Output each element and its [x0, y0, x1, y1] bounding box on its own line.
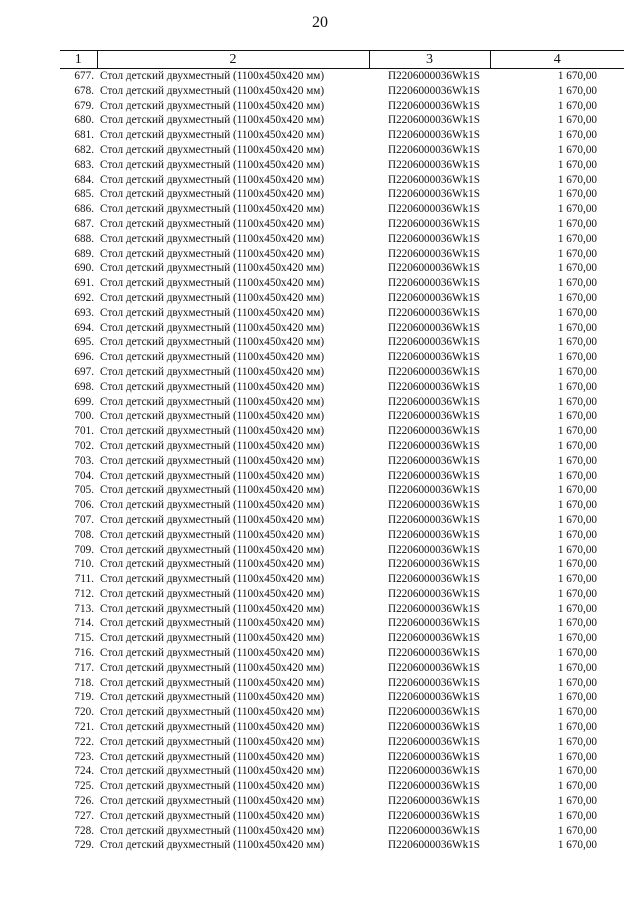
item-price: 1 670,00 [557, 543, 597, 556]
item-name: Стол детский двухместный (1100x450x420 мм) [100, 306, 325, 319]
row-number: 688. [74, 232, 94, 245]
column-header-4: 4 [490, 51, 624, 69]
table-row [60, 113, 624, 128]
row-number: 706. [74, 499, 94, 512]
inventory-code: П2206000036Wk1S [388, 395, 480, 408]
item-name: Стол детский двухместный (1100x450x420 мм) [100, 795, 325, 808]
column-header-1: 1 [60, 51, 97, 69]
inventory-code: П2206000036Wk1S [388, 587, 480, 600]
item-name: Стол детский двухместный (1100x450x420 мм) [100, 129, 325, 142]
row-number: 702. [74, 439, 94, 452]
table-row [60, 99, 624, 114]
row-number: 720. [74, 706, 94, 719]
row-number: 678. [74, 84, 94, 97]
row-number: 689. [74, 247, 94, 260]
row-number: 716. [74, 647, 94, 660]
item-name: Стол детский двухместный (1100x450x420 мм) [100, 780, 325, 793]
item-name: Стол детский двухместный (1100x450x420 мм) [100, 291, 325, 304]
item-price: 1 670,00 [557, 691, 597, 704]
table-row [60, 646, 624, 661]
item-price: 1 670,00 [557, 765, 597, 778]
item-name: Стол детский двухместный (1100x450x420 мм) [100, 721, 325, 734]
item-name: Стол детский двухместный (1100x450x420 мм) [100, 661, 325, 674]
row-number: 705. [74, 484, 94, 497]
header-row [60, 51, 624, 69]
inventory-code: П2206000036Wk1S [388, 99, 480, 112]
table-header [60, 51, 624, 69]
row-number: 697. [74, 365, 94, 378]
item-price: 1 670,00 [557, 173, 597, 186]
item-price: 1 670,00 [557, 824, 597, 837]
inventory-code: П2206000036Wk1S [388, 262, 480, 275]
item-name: Стол детский двухместный (1100x450x420 мм) [100, 676, 325, 689]
table-row [60, 128, 624, 143]
row-number: 728. [74, 824, 94, 837]
item-name: Стол детский двухместный (1100x450x420 мм) [100, 647, 325, 660]
row-number: 690. [74, 262, 94, 275]
item-price: 1 670,00 [557, 84, 597, 97]
table-row [60, 794, 624, 809]
item-price: 1 670,00 [557, 499, 597, 512]
table-row [60, 513, 624, 528]
row-number: 701. [74, 425, 94, 438]
row-number: 693. [74, 306, 94, 319]
table-row [60, 439, 624, 454]
item-name: Стол детский двухместный (1100x450x420 мм) [100, 543, 325, 556]
row-number: 714. [74, 617, 94, 630]
page-number: 20 [312, 14, 328, 31]
item-price: 1 670,00 [557, 143, 597, 156]
item-name: Стол детский двухместный (1100x450x420 мм) [100, 513, 325, 526]
inventory-code: П2206000036Wk1S [388, 380, 480, 393]
inventory-code: П2206000036Wk1S [388, 735, 480, 748]
inventory-code: П2206000036Wk1S [388, 647, 480, 660]
table-row [60, 557, 624, 572]
inventory-code: П2206000036Wk1S [388, 721, 480, 734]
item-price: 1 670,00 [557, 528, 597, 541]
table-row [60, 306, 624, 321]
item-name: Стол детский двухместный (1100x450x420 мм) [100, 247, 325, 260]
row-number: 699. [74, 395, 94, 408]
table-row [60, 261, 624, 276]
inventory-code: П2206000036Wk1S [388, 84, 480, 97]
column-header-3: 3 [369, 51, 490, 69]
row-number: 682. [74, 143, 94, 156]
inventory-code: П2206000036Wk1S [388, 661, 480, 674]
table-row [60, 158, 624, 173]
item-price: 1 670,00 [557, 99, 597, 112]
item-name: Стол детский двухместный (1100x450x420 мм) [100, 824, 325, 837]
inventory-code: П2206000036Wk1S [388, 291, 480, 304]
inventory-code: П2206000036Wk1S [388, 203, 480, 216]
row-number: 725. [74, 780, 94, 793]
row-number: 691. [74, 277, 94, 290]
inventory-table [60, 50, 624, 853]
inventory-code: П2206000036Wk1S [388, 824, 480, 837]
table-row [60, 824, 624, 839]
inventory-code: П2206000036Wk1S [388, 351, 480, 364]
row-number: 717. [74, 661, 94, 674]
table-row [60, 779, 624, 794]
table-row [60, 720, 624, 735]
item-name: Стол детский двухместный (1100x450x420 мм) [100, 217, 325, 230]
inventory-code: П2206000036Wk1S [388, 410, 480, 423]
item-price: 1 670,00 [557, 306, 597, 319]
inventory-code: П2206000036Wk1S [388, 439, 480, 452]
item-price: 1 670,00 [557, 661, 597, 674]
row-number: 707. [74, 513, 94, 526]
row-number: 677. [74, 70, 94, 82]
item-price: 1 670,00 [557, 780, 597, 793]
table-row [60, 587, 624, 602]
inventory-code: П2206000036Wk1S [388, 336, 480, 349]
table-row [60, 350, 624, 365]
row-number: 719. [74, 691, 94, 704]
item-price: 1 670,00 [557, 839, 597, 852]
row-number: 687. [74, 217, 94, 230]
inventory-code: П2206000036Wk1S [388, 765, 480, 778]
inventory-code: П2206000036Wk1S [388, 158, 480, 171]
item-price: 1 670,00 [557, 454, 597, 467]
item-price: 1 670,00 [557, 558, 597, 571]
row-number: 686. [74, 203, 94, 216]
inventory-code: П2206000036Wk1S [388, 321, 480, 334]
item-price: 1 670,00 [557, 351, 597, 364]
inventory-code: П2206000036Wk1S [388, 306, 480, 319]
row-number: 711. [74, 573, 94, 586]
item-name: Стол детский двухместный (1100x450x420 мм) [100, 173, 325, 186]
table-row [60, 217, 624, 232]
item-name: Стол детский двухместный (1100x450x420 мм) [100, 84, 325, 97]
item-name: Стол детский двухместный (1100x450x420 мм) [100, 351, 325, 364]
table-row [60, 690, 624, 705]
row-number: 698. [74, 380, 94, 393]
inventory-code: П2206000036Wk1S [388, 232, 480, 245]
inventory-code: П2206000036Wk1S [388, 365, 480, 378]
table-row [60, 84, 624, 99]
inventory-code: П2206000036Wk1S [388, 573, 480, 586]
table-row [60, 335, 624, 350]
item-name: Стол детский двухместный (1100x450x420 мм) [100, 114, 325, 127]
row-number: 695. [74, 336, 94, 349]
table-row [60, 676, 624, 691]
item-price: 1 670,00 [557, 425, 597, 438]
item-price: 1 670,00 [557, 809, 597, 822]
table-row [60, 395, 624, 410]
inventory-code: П2206000036Wk1S [388, 277, 480, 290]
item-name: Стол детский двухместный (1100x450x420 мм) [100, 365, 325, 378]
item-name: Стол детский двухместный (1100x450x420 мм) [100, 765, 325, 778]
table-row [60, 380, 624, 395]
item-price: 1 670,00 [557, 410, 597, 423]
table-row [60, 247, 624, 262]
item-name: Стол детский двухместный (1100x450x420 мм) [100, 277, 325, 290]
item-price: 1 670,00 [557, 203, 597, 216]
inventory-code: П2206000036Wk1S [388, 632, 480, 645]
item-name: Стол детский двухместный (1100x450x420 мм) [100, 499, 325, 512]
inventory-code: П2206000036Wk1S [388, 247, 480, 260]
item-price: 1 670,00 [557, 587, 597, 600]
inventory-code: П2206000036Wk1S [388, 173, 480, 186]
item-price: 1 670,00 [557, 721, 597, 734]
inventory-code: П2206000036Wk1S [388, 528, 480, 541]
inventory-code: П2206000036Wk1S [388, 839, 480, 852]
item-price: 1 670,00 [557, 617, 597, 630]
row-number: 680. [74, 114, 94, 127]
inventory-code: П2206000036Wk1S [388, 780, 480, 793]
inventory-code: П2206000036Wk1S [388, 558, 480, 571]
item-price: 1 670,00 [557, 158, 597, 171]
row-number: 718. [74, 676, 94, 689]
item-name: Стол детский двухместный (1100x450x420 мм) [100, 454, 325, 467]
item-price: 1 670,00 [557, 114, 597, 127]
table-row [60, 454, 624, 469]
item-name: Стол детский двухместный (1100x450x420 мм) [100, 395, 325, 408]
table-body [60, 69, 624, 854]
item-name: Стол детский двухместный (1100x450x420 мм) [100, 750, 325, 763]
table-row [60, 764, 624, 779]
table-row [60, 838, 624, 853]
table-row [60, 187, 624, 202]
row-number: 684. [74, 173, 94, 186]
row-number: 710. [74, 558, 94, 571]
item-name: Стол детский двухместный (1100x450x420 мм) [100, 573, 325, 586]
item-name: Стол детский двухместный (1100x450x420 мм) [100, 602, 325, 615]
row-number: 679. [74, 99, 94, 112]
inventory-code: П2206000036Wk1S [388, 691, 480, 704]
item-price: 1 670,00 [557, 469, 597, 482]
inventory-code: П2206000036Wk1S [388, 676, 480, 689]
item-name: Стол детский двухместный (1100x450x420 мм) [100, 321, 325, 334]
item-name: Стол детский двухместный (1100x450x420 мм) [100, 691, 325, 704]
item-price: 1 670,00 [557, 795, 597, 808]
inventory-code: П2206000036Wk1S [388, 795, 480, 808]
table-row [60, 543, 624, 558]
item-name: Стол детский двухместный (1100x450x420 мм) [100, 336, 325, 349]
item-price: 1 670,00 [557, 247, 597, 260]
table-row [60, 705, 624, 720]
table-row [60, 69, 624, 84]
item-name: Стол детский двухместный (1100x450x420 мм) [100, 439, 325, 452]
item-price: 1 670,00 [557, 706, 597, 719]
row-number: 708. [74, 528, 94, 541]
item-name: Стол детский двухместный (1100x450x420 мм) [100, 380, 325, 393]
row-number: 681. [74, 129, 94, 142]
item-price: 1 670,00 [557, 439, 597, 452]
item-price: 1 670,00 [557, 647, 597, 660]
inventory-code: П2206000036Wk1S [388, 425, 480, 438]
item-price: 1 670,00 [557, 291, 597, 304]
item-name: Стол детский двухместный (1100x450x420 мм) [100, 735, 325, 748]
item-price: 1 670,00 [557, 232, 597, 245]
inventory-code: П2206000036Wk1S [388, 454, 480, 467]
item-name: Стол детский двухместный (1100x450x420 мм) [100, 587, 325, 600]
table-row [60, 602, 624, 617]
item-price: 1 670,00 [557, 573, 597, 586]
table-row [60, 809, 624, 824]
item-price: 1 670,00 [557, 380, 597, 393]
inventory-code: П2206000036Wk1S [388, 217, 480, 230]
item-price: 1 670,00 [557, 129, 597, 142]
table-row [60, 528, 624, 543]
table-row [60, 498, 624, 513]
row-number: 726. [74, 795, 94, 808]
row-number: 685. [74, 188, 94, 201]
row-number: 724. [74, 765, 94, 778]
inventory-code: П2206000036Wk1S [388, 513, 480, 526]
inventory-code: П2206000036Wk1S [388, 114, 480, 127]
item-name: Стол детский двухместный (1100x450x420 мм) [100, 632, 325, 645]
inventory-code: П2206000036Wk1S [388, 469, 480, 482]
row-number: 722. [74, 735, 94, 748]
item-name: Стол детский двухместный (1100x450x420 мм) [100, 203, 325, 216]
item-price: 1 670,00 [557, 602, 597, 615]
table-row [60, 750, 624, 765]
item-price: 1 670,00 [557, 513, 597, 526]
item-name: Стол детский двухместный (1100x450x420 мм) [100, 143, 325, 156]
item-price: 1 670,00 [557, 262, 597, 275]
item-name: Стол детский двухместный (1100x450x420 мм) [100, 706, 325, 719]
item-name: Стол детский двухместный (1100x450x420 мм) [100, 70, 325, 82]
row-number: 727. [74, 809, 94, 822]
item-price: 1 670,00 [557, 735, 597, 748]
item-price: 1 670,00 [557, 217, 597, 230]
item-price: 1 670,00 [557, 750, 597, 763]
inventory-code: П2206000036Wk1S [388, 188, 480, 201]
item-name: Стол детский двухместный (1100x450x420 мм) [100, 469, 325, 482]
item-name: Стол детский двухместный (1100x450x420 мм) [100, 425, 325, 438]
row-number: 683. [74, 158, 94, 171]
inventory-code: П2206000036Wk1S [388, 602, 480, 615]
inventory-code: П2206000036Wk1S [388, 809, 480, 822]
inventory-code: П2206000036Wk1S [388, 70, 480, 82]
row-number: 709. [74, 543, 94, 556]
item-price: 1 670,00 [557, 70, 597, 82]
item-name: Стол детский двухместный (1100x450x420 мм) [100, 158, 325, 171]
table-row [60, 469, 624, 484]
item-name: Стол детский двухместный (1100x450x420 мм) [100, 809, 325, 822]
item-price: 1 670,00 [557, 321, 597, 334]
row-number: 692. [74, 291, 94, 304]
row-number: 721. [74, 721, 94, 734]
item-price: 1 670,00 [557, 188, 597, 201]
inventory-code: П2206000036Wk1S [388, 143, 480, 156]
table-row [60, 409, 624, 424]
table-row [60, 291, 624, 306]
item-price: 1 670,00 [557, 484, 597, 497]
item-price: 1 670,00 [557, 395, 597, 408]
item-name: Стол детский двухместный (1100x450x420 мм) [100, 99, 325, 112]
item-price: 1 670,00 [557, 632, 597, 645]
table-row [60, 424, 624, 439]
table-row [60, 661, 624, 676]
item-price: 1 670,00 [557, 277, 597, 290]
row-number: 700. [74, 410, 94, 423]
row-number: 704. [74, 469, 94, 482]
table-row [60, 276, 624, 291]
table-row [60, 365, 624, 380]
inventory-code: П2206000036Wk1S [388, 617, 480, 630]
inventory-code: П2206000036Wk1S [388, 129, 480, 142]
table-row [60, 232, 624, 247]
table-row [60, 631, 624, 646]
row-number: 715. [74, 632, 94, 645]
item-price: 1 670,00 [557, 365, 597, 378]
item-price: 1 670,00 [557, 336, 597, 349]
item-name: Стол детский двухместный (1100x450x420 мм) [100, 410, 325, 423]
inventory-code: П2206000036Wk1S [388, 484, 480, 497]
table-row [60, 735, 624, 750]
inventory-code: П2206000036Wk1S [388, 499, 480, 512]
item-name: Стол детский двухместный (1100x450x420 мм) [100, 232, 325, 245]
row-number: 703. [74, 454, 94, 467]
column-header-2: 2 [97, 51, 369, 69]
table-row [60, 616, 624, 631]
item-name: Стол детский двухместный (1100x450x420 мм) [100, 262, 325, 275]
item-name: Стол детский двухместный (1100x450x420 мм) [100, 558, 325, 571]
inventory-code: П2206000036Wk1S [388, 543, 480, 556]
row-number: 729. [74, 839, 94, 852]
item-name: Стол детский двухместный (1100x450x420 мм) [100, 839, 325, 852]
inventory-code: П2206000036Wk1S [388, 750, 480, 763]
item-name: Стол детский двухместный (1100x450x420 мм) [100, 617, 325, 630]
item-name: Стол детский двухместный (1100x450x420 мм) [100, 528, 325, 541]
table-row [60, 173, 624, 188]
row-number: 712. [74, 587, 94, 600]
item-price: 1 670,00 [557, 676, 597, 689]
row-number: 713. [74, 602, 94, 615]
row-number: 723. [74, 750, 94, 763]
table-row [60, 143, 624, 158]
table-row [60, 483, 624, 498]
item-name: Стол детский двухместный (1100x450x420 мм) [100, 484, 325, 497]
row-number: 694. [74, 321, 94, 334]
table-row [60, 572, 624, 587]
table-row [60, 321, 624, 336]
item-name: Стол детский двухместный (1100x450x420 мм) [100, 188, 325, 201]
inventory-code: П2206000036Wk1S [388, 706, 480, 719]
table-row [60, 202, 624, 217]
row-number: 696. [74, 351, 94, 364]
